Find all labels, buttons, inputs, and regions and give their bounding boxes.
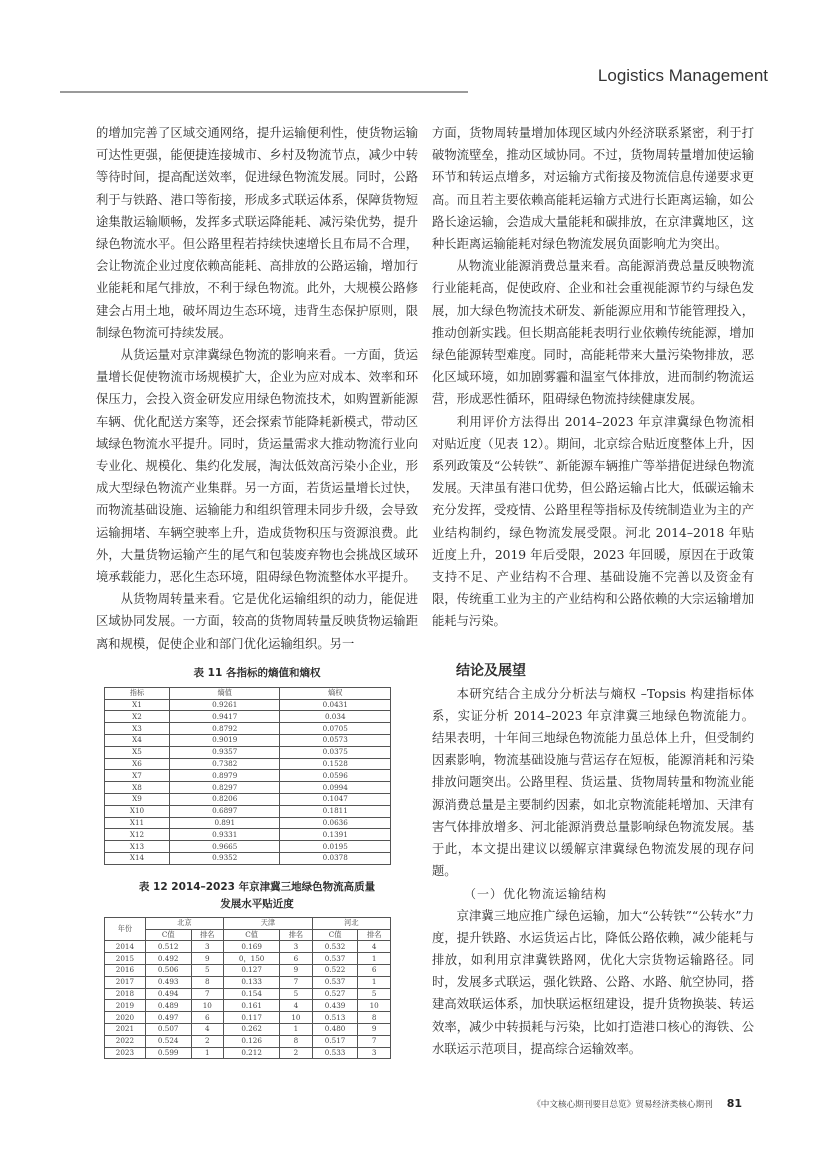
table-cell: 0.1391 (280, 829, 391, 841)
table-cell: 2014 (105, 941, 146, 953)
table-cell: X7 (105, 770, 170, 782)
table-cell: 2021 (105, 1024, 146, 1036)
table-cell: 0.513 (312, 1012, 358, 1024)
paragraph: 本研究结合主成分分析法与熵权 –Topsis 构建指标体系，实证分析 2014–2023 年京津冀三地绿色物流能力。结果表明，十年间三地绿色物流能力虽总体上升，但受制约因素影响，物流基础设施与营运存在短板，能源消耗和污染排放问题突出。公路里程、货运量、货物周转量和物流业能源消费总量是主要制约因素，如北京物流能耗增加、天津有害气体排放增多、河北能源消费总量影响绿色物流发展。基于此，本文提出建议以缓解京津冀绿色物流发展的现存问题。 (432, 686, 754, 879)
paragraph: 方面，货物周转量增加体现区域内外经济联系紧密，利于打破物流壁垒，推动区域协同。不过，货物周转量增加使运输环节和转运点增多，对运输方式衔接及物流信息传递要求更高。而且若主要依赖高能耗运输方式进行长距离运输，如公路长途运输，会造成大量能耗和碳排放，在京津冀地区，这种长距离运输能耗对绿色物流发展负面影响尤为突出。 (432, 126, 754, 252)
table-cell: 7 (280, 976, 313, 988)
table-cell: 5 (280, 988, 313, 1000)
table-cell: 0.439 (312, 1000, 358, 1012)
table-cell: 2017 (105, 976, 146, 988)
header-rule (60, 91, 468, 93)
table-header: 指标 (105, 687, 170, 699)
table-cell: 0.891 (170, 817, 280, 829)
table-cell: 5 (191, 965, 224, 977)
table-cell: 7 (191, 988, 224, 1000)
table-cell: 2020 (105, 1012, 146, 1024)
table-cell: 0.522 (312, 965, 358, 977)
table-cell: 0.169 (224, 941, 280, 953)
table-cell: 0.9261 (170, 699, 280, 711)
table-cell: 0.533 (312, 1047, 358, 1059)
table-cell: 0.154 (224, 988, 280, 1000)
table-cell: 0.0596 (280, 770, 391, 782)
table-row (105, 723, 391, 735)
table-cell: 0.9331 (170, 829, 280, 841)
table-12 (104, 917, 391, 1060)
table-cell: 8 (358, 1012, 391, 1024)
table-header-region: 北京 (145, 917, 223, 929)
table-cell: 0.506 (145, 965, 191, 977)
table-cell: 6 (191, 1012, 224, 1024)
table-cell: 2 (280, 1047, 313, 1059)
table-row (105, 829, 391, 841)
table-cell: 0，150 (224, 953, 280, 965)
table-header: 熵权 (280, 687, 391, 699)
table-cell: 0.126 (224, 1035, 280, 1047)
table-cell: 3 (280, 941, 313, 953)
table-row (105, 805, 391, 817)
table-cell: 10 (280, 1012, 313, 1024)
table-row (105, 853, 391, 865)
paragraph: 从物流业能源消费总量来看。高能源消费总量反映物流行业能耗高，促使政府、企业和社会重视能源节约与绿色发展，加大绿色物流技术研发、新能源应用和节能管理投入，推动创新实践。但长期高能耗表明行业依赖传统能源，增加绿色能源转型难度。同时，高能耗带来大量污染物排放，恶化区域环境，如加剧雾霾和温室气体排放，进而制约物流运营，形成恶性循环，阻碍绿色物流持续健康发展。 (432, 259, 754, 407)
table-cell: 0.8979 (170, 770, 280, 782)
table-cell: 0.034 (280, 711, 391, 723)
table-cell: X1 (105, 699, 170, 711)
table-header-year: 年份 (105, 917, 146, 941)
table-cell: 0.9019 (170, 735, 280, 747)
table-cell: 8 (280, 1035, 313, 1047)
table-cell: 0.1811 (280, 805, 391, 817)
table-row (105, 1035, 391, 1047)
table-row (105, 770, 391, 782)
table-cell: 0.8297 (170, 782, 280, 794)
table-row (105, 941, 391, 953)
left-column (96, 122, 418, 1059)
table-cell: 0.161 (224, 1000, 280, 1012)
table-cell: X4 (105, 735, 170, 747)
table-subheader: 排名 (191, 929, 224, 941)
table-subheader: 排名 (358, 929, 391, 941)
table-header-region: 天津 (224, 917, 313, 929)
table-cell: 0.599 (145, 1047, 191, 1059)
table-cell: 4 (280, 1000, 313, 1012)
table-cell: X5 (105, 746, 170, 758)
table-cell: X2 (105, 711, 170, 723)
table-cell: 6 (358, 965, 391, 977)
section-title: 结论及展望 (456, 662, 526, 679)
table-11 (104, 687, 391, 865)
table-cell: 0.537 (312, 976, 358, 988)
table-row (105, 841, 391, 853)
table-row (105, 965, 391, 977)
table-cell: X14 (105, 853, 170, 865)
table-header-region: 河北 (312, 917, 390, 929)
table-cell: 4 (191, 1024, 224, 1036)
table-cell: 3 (358, 1047, 391, 1059)
table-cell: X10 (105, 805, 170, 817)
table-cell: 0.0378 (280, 853, 391, 865)
table-cell: 0.537 (312, 953, 358, 965)
paragraph: 从货物周转量来看。它是优化运输组织的动力，能促进区域协同发展。一方面，较高的货物周转量反映货物运输距离和规模，促使企业和部门优化运输组织。另一 (96, 592, 418, 651)
table-cell: 0.0636 (280, 817, 391, 829)
table-cell: 2018 (105, 988, 146, 1000)
paragraph: 从货运量对京津冀绿色物流的影响来看。一方面，货运量增长促使物流市场规模扩大，企业为应对成本、效率和环保压力，会投入资金研发应用绿色物流技术，如购置新能源车辆、优化配送方案等，还会探索节能降耗新模式，带动区域绿色物流水平提升。同时，货运量需求大推动物流行业向专业化、规模化、集约化发展，淘汰低效高污染小企业，形成大型绿色物流产业集群。另一方面，若货运量增长过快，而物流基础设施、运输能力和组织管理未同步升级，会导致运输拥堵、车辆空驶率上升，造成货物积压与资源浪费。此外，大量货物运输产生的尾气和包装废弃物也会挑战区域环境承载能力，恶化生态环境，阻碍绿色物流整体水平提升。 (96, 348, 418, 585)
table-cell: X3 (105, 723, 170, 735)
table-header: 熵值 (170, 687, 280, 699)
paragraph: 京津冀三地应推广绿色运输，加大“公转铁”“公转水”力度，提升铁路、水运货运占比，降低公路依赖，减少能耗与排放，如利用京津冀铁路网，优化大宗货物运输路径。同时，发展多式联运，强化铁路、公路、水路、航空协同，搭建高效联运体系，加快联运枢纽建设，提升货物换装、转运效率，减少中转损耗与污染，比如打造港口核心的海铁、公水联运示范项目，提高综合运输效率。 (432, 908, 754, 1056)
table-cell: 8 (191, 976, 224, 988)
table-row (105, 1024, 391, 1036)
table-cell: X11 (105, 817, 170, 829)
table-cell: 0.8792 (170, 723, 280, 735)
table-cell: 0.212 (224, 1047, 280, 1059)
table-cell: X8 (105, 782, 170, 794)
table-cell: 0.492 (145, 953, 191, 965)
table-cell: 1 (358, 953, 391, 965)
table-cell: 9 (358, 1024, 391, 1036)
table-cell: 0.0375 (280, 746, 391, 758)
table-row (105, 782, 391, 794)
table-cell: 0.9352 (170, 853, 280, 865)
table-cell: 0.532 (312, 941, 358, 953)
table-cell: 2019 (105, 1000, 146, 1012)
table-row (105, 746, 391, 758)
table-cell: X9 (105, 794, 170, 806)
table-cell: 0.0431 (280, 699, 391, 711)
table-cell: 0.7382 (170, 758, 280, 770)
table-cell: 0.9357 (170, 746, 280, 758)
table-cell: 10 (191, 1000, 224, 1012)
table-12-caption-line1: 表 12 2014–2023 年京津冀三地绿色物流高质量 (138, 880, 376, 893)
table-cell: 7 (358, 1035, 391, 1047)
table-cell: 9 (280, 965, 313, 977)
table-row (105, 1012, 391, 1024)
table-cell: 0.517 (312, 1035, 358, 1047)
table-cell: 0.1528 (280, 758, 391, 770)
table-cell: X13 (105, 841, 170, 853)
right-column (432, 122, 754, 1060)
table-subheader: C值 (224, 929, 280, 941)
table-cell: 1 (358, 976, 391, 988)
table-cell: 0.0994 (280, 782, 391, 794)
table-subheader: C值 (145, 929, 191, 941)
footer-journal-text: 《中文核心期刊要目总览》贸易经济类核心期刊 (532, 1100, 713, 1110)
page-footer (430, 1097, 742, 1110)
table-cell: 0.133 (224, 976, 280, 988)
subsection-title: （一）优化物流运输结构 (464, 886, 608, 901)
table-cell: 1 (280, 1024, 313, 1036)
table-row (105, 794, 391, 806)
table-cell: 9 (191, 953, 224, 965)
table-cell: 0.0705 (280, 723, 391, 735)
table-cell: X12 (105, 829, 170, 841)
table-row (105, 699, 391, 711)
table-cell: 3 (191, 941, 224, 953)
paragraph: 的增加完善了区域交通网络，提升运输便利性，使货物运输可达性更强，能便捷连接城市、乡村及物流节点，减少中转等待时间，提高配送效率，促进绿色物流发展。同时，公路利于与铁路、港口等衔接，形成多式联运体系，保障货物短途集散运输顺畅，发挥多式联运降能耗、减污染优势，提升绿色物流水平。但公路里程若持续快速增长且布局不合理，会让物流企业过度依赖高能耗、高排放的公路运输，增加行业能耗和尾气排放，不利于绿色物流。此外，大规模公路修建会占用土地，破坏周边生态环境，违背生态保护原则，限制绿色物流可持续发展。 (96, 126, 418, 340)
table-cell: 0.0195 (280, 841, 391, 853)
table-cell: 0.524 (145, 1035, 191, 1047)
table-cell: 0.1047 (280, 794, 391, 806)
table-row (105, 1047, 391, 1059)
table-cell: 2016 (105, 965, 146, 977)
table-cell: 0.117 (224, 1012, 280, 1024)
table-cell: 0.493 (145, 976, 191, 988)
table-11-caption: 表 11 各指标的熵值和熵权 (193, 666, 321, 679)
table-cell: 10 (358, 1000, 391, 1012)
table-row (105, 817, 391, 829)
table-row (105, 758, 391, 770)
table-cell: 0.127 (224, 965, 280, 977)
table-cell: 0.8206 (170, 794, 280, 806)
table-row (105, 1000, 391, 1012)
table-cell: 1 (191, 1047, 224, 1059)
table-cell: 0.9665 (170, 841, 280, 853)
table-cell: 6 (280, 953, 313, 965)
table-cell: 0.527 (312, 988, 358, 1000)
table-subheader: C值 (312, 929, 358, 941)
table-cell: 0.262 (224, 1024, 280, 1036)
journal-section-title: Logistics Management (597, 66, 768, 85)
table-cell: 2 (191, 1035, 224, 1047)
table-cell: 0.480 (312, 1024, 358, 1036)
table-row (105, 953, 391, 965)
table-subheader: 排名 (280, 929, 313, 941)
table-cell: 0.6897 (170, 805, 280, 817)
table-12-caption-line2: 发展水平贴近度 (220, 897, 294, 910)
table-row (105, 988, 391, 1000)
table-cell: 0.494 (145, 988, 191, 1000)
table-cell: 0.0573 (280, 735, 391, 747)
table-cell: 2015 (105, 953, 146, 965)
table-cell: 2022 (105, 1035, 146, 1047)
table-cell: 5 (358, 988, 391, 1000)
table-cell: 4 (358, 941, 391, 953)
table-cell: 0.9417 (170, 711, 280, 723)
table-row (105, 711, 391, 723)
table-cell: 0.512 (145, 941, 191, 953)
paragraph: 利用评价方法得出 2014–2023 年京津冀绿色物流相对贴近度（见表 12）。期间，北京综合贴近度整体上升，因系列政策及“公转铁”、新能源车辆推广等举措促进绿色物流发展。天津虽有港口优势，但公路运输占比大，低碳运输未充分发挥，受疫情、公路里程等指标及传统制造业为主的产业结构制约，绿色物流发展受限。河北 2014–2018 年贴近度上升，2019 年后受限，2023 年回暖，原因在于政策支持不足、产业结构不合理、基础设施不完善以及资金有限，传统重工业为主的产业结构和公路依赖的大宗运输增加能耗与污染。 (432, 414, 754, 629)
table-cell: X6 (105, 758, 170, 770)
table-row (105, 976, 391, 988)
page-number: 81 (726, 1097, 742, 1110)
table-cell: 0.489 (145, 1000, 191, 1012)
table-row (105, 735, 391, 747)
table-cell: 0.497 (145, 1012, 191, 1024)
table-cell: 2023 (105, 1047, 146, 1059)
table-cell: 0.507 (145, 1024, 191, 1036)
